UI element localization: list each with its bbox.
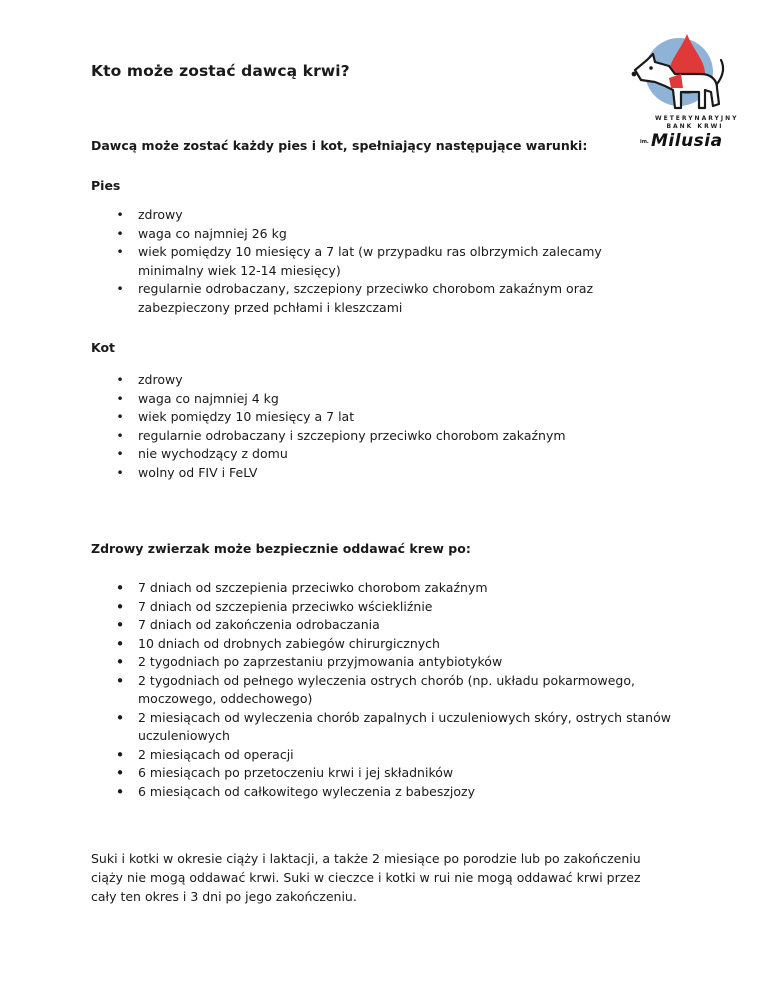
list-item: • 6 miesiącach po przetoczeniu krwi i jej składników (115, 764, 454, 782)
bullet: • (116, 446, 124, 461)
bullet: • (115, 579, 125, 597)
list-item: • zdrowy (91, 206, 671, 225)
dog-requirements-list (91, 206, 671, 317)
bullet: • (115, 597, 125, 616)
logo-name: Milusia (651, 131, 723, 151)
bullet: • (115, 671, 125, 690)
list-item: • 7 dniach od szczepienia przeciwko wściekliźnie (115, 597, 433, 616)
list-item: • regularnie odrobaczany i szczepiony przeciwko chorobom zakaźnym (91, 427, 671, 446)
list-item: • 10 dniach od drobnych zabiegów chirurgicznych (115, 634, 440, 653)
logo-im: im. (640, 139, 649, 145)
bullet: • (116, 390, 124, 406)
bullet: • (115, 764, 125, 782)
list-item: • zdrowy (91, 371, 671, 390)
logo-line1: WETERYNARYJNY (655, 115, 739, 122)
bullet: • (115, 616, 125, 634)
healthy-heading: Zdrowy zwierzak może bezpiecznie oddawać krew po: (91, 541, 471, 556)
intro-heading: Dawcą może zostać każdy pies i kot, spełniający następujące warunki: (91, 138, 588, 153)
bullet: • (116, 464, 124, 480)
page-title: Kto może zostać dawcą krwi? (91, 62, 350, 80)
bullet: • (115, 782, 125, 801)
bullet: • (116, 372, 124, 387)
list-item: • 7 dniach od zakończenia odrobaczania (115, 616, 380, 634)
list-item: • wiek pomiędzy 10 miesięcy a 7 lat (w przypadku ras olbrzymich zalecamy minimalny wiek 12-14 miesięcy) (116, 244, 602, 278)
donation-intervals-list (91, 579, 671, 801)
bullet: • (116, 207, 124, 222)
list-item: • 2 miesiącach od operacji (115, 745, 294, 764)
list-item: • 6 miesiącach od całkowitego wyleczenia z babeszjozy (115, 782, 475, 801)
bullet: • (115, 653, 125, 671)
bullet: • (116, 244, 124, 259)
list-item: • nie wychodzący z domu (91, 445, 671, 464)
list-item: • 2 tygodniach od pełnego wyleczenia ostrych chorób (np. układu pokarmowego, moczowego, oddechowego) (115, 671, 635, 706)
list-item: • 2 miesiącach od wyleczenia chorób zapalnych i uczuleniowych skóry, ostrych stanów uczuleniowych (115, 708, 671, 743)
list-item: • waga co najmniej 4 kg (91, 390, 671, 409)
list-item: • wiek pomiędzy 10 miesięcy a 7 lat (91, 408, 671, 427)
bullet: • (115, 708, 125, 727)
list-item: • waga co najmniej 26 kg (91, 225, 671, 244)
list-item: • wolny od FIV i FeLV (91, 464, 671, 483)
closing-paragraph: Suki i kotki w okresie ciąży i laktacji, a także 2 miesiące po porodzie lub po zakończeniu ciąży nie mogą oddawać krwi. Suki w cieczce i kotki w rui nie mogą oddawać krwi przez cały ten okres i 3 dni po jego zakończeniu. (91, 851, 641, 904)
blood-bank-logo (621, 30, 739, 155)
cat-heading: Kot (91, 340, 116, 355)
bullet: • (116, 427, 124, 443)
cat-requirements-list (91, 371, 671, 482)
list-item: • regularnie odrobaczany, szczepiony przeciwko chorobom zakaźnym oraz zabezpieczony przed pchłami i kleszczami (116, 281, 594, 315)
logo-line2: BANK KRWI (666, 123, 724, 130)
bullet: • (116, 281, 124, 296)
list-item: • 7 dniach od szczepienia przeciwko chorobom zakaźnym (115, 579, 488, 597)
dog-heading: Pies (91, 178, 121, 193)
bullet: • (115, 745, 125, 764)
bullet: • (116, 225, 124, 241)
list-item: • 2 tygodniach po zaprzestaniu przyjmowania antybiotyków (115, 653, 503, 671)
bullet: • (116, 409, 124, 424)
bullet: • (115, 634, 125, 653)
